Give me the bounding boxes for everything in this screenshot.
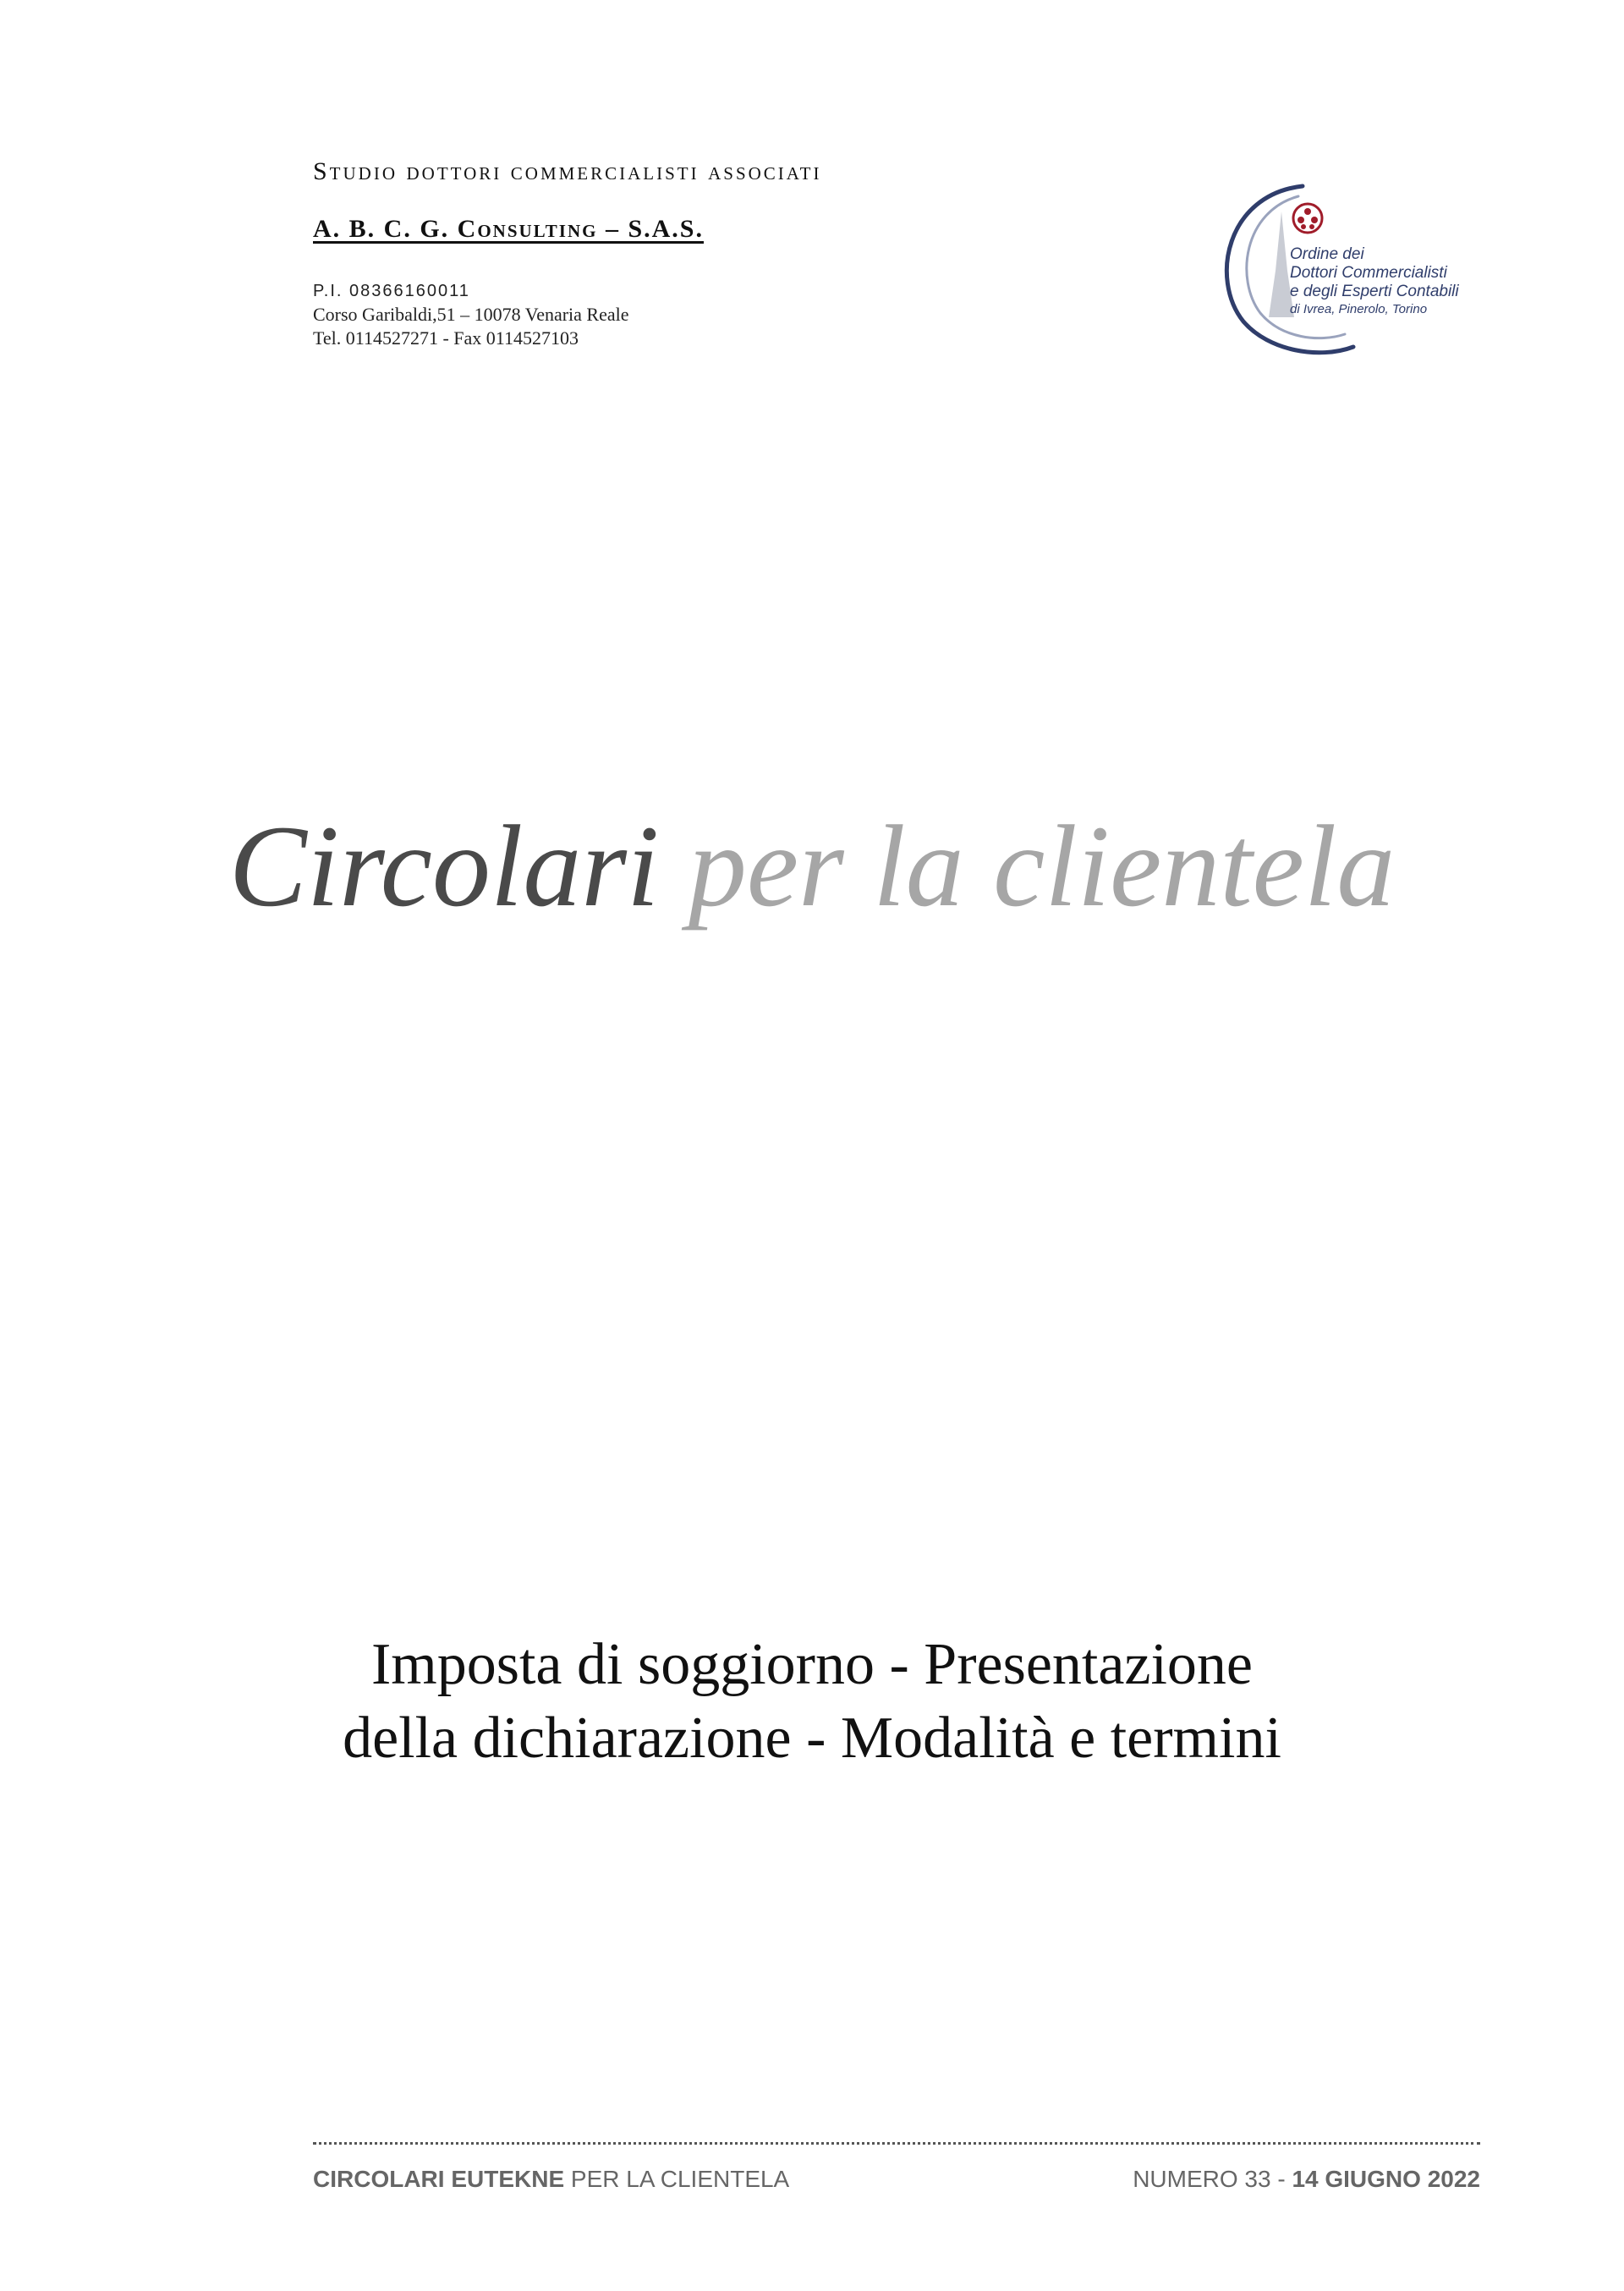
wordmark-circolari: Circolari bbox=[228, 801, 660, 931]
series-wordmark bbox=[0, 801, 1624, 931]
logo-line-1: Ordine dei bbox=[1290, 245, 1364, 263]
footer-eutekne: EUTEKNE bbox=[451, 2166, 565, 2192]
studio-heading: Studio dottori commercialisti associati bbox=[313, 157, 822, 185]
footer-number: NUMERO 33 - bbox=[1133, 2166, 1286, 2192]
footer-divider bbox=[313, 2142, 1480, 2145]
footer-issue bbox=[1133, 2166, 1480, 2193]
footer-per-la-clientela: PER LA CLIENTELA bbox=[570, 2166, 790, 2192]
firm-name: A. B. C. G. Consulting – S.A.S. bbox=[313, 215, 704, 243]
firm-address: Corso Garibaldi,51 – 10078 Venaria Reale bbox=[313, 304, 629, 325]
wordmark-per-la-clientela: per la clientela bbox=[688, 801, 1396, 931]
firm-phone: Tel. 0114527271 - Fax 0114527103 bbox=[313, 327, 579, 349]
footer-date: 14 GIUGNO 2022 bbox=[1292, 2166, 1480, 2192]
title-line-1: Imposta di soggiorno - Presentazione bbox=[370, 1632, 1253, 1697]
logo-line-4: di Ivrea, Pinerolo, Torino bbox=[1290, 302, 1428, 316]
footer-series bbox=[313, 2166, 789, 2193]
document-title bbox=[0, 1629, 1624, 1776]
footer-circolari: CIRCOLARI bbox=[313, 2166, 445, 2192]
vat-number: P.I. 08366160011 bbox=[313, 282, 470, 300]
logo-line-3: e degli Esperti Contabili bbox=[1290, 283, 1459, 300]
logo-text bbox=[1290, 245, 1459, 318]
logo-line-2: Dottori Commercialisti bbox=[1290, 264, 1447, 282]
title-line-2: della dichiarazione - Modalità e termini bbox=[343, 1705, 1281, 1771]
